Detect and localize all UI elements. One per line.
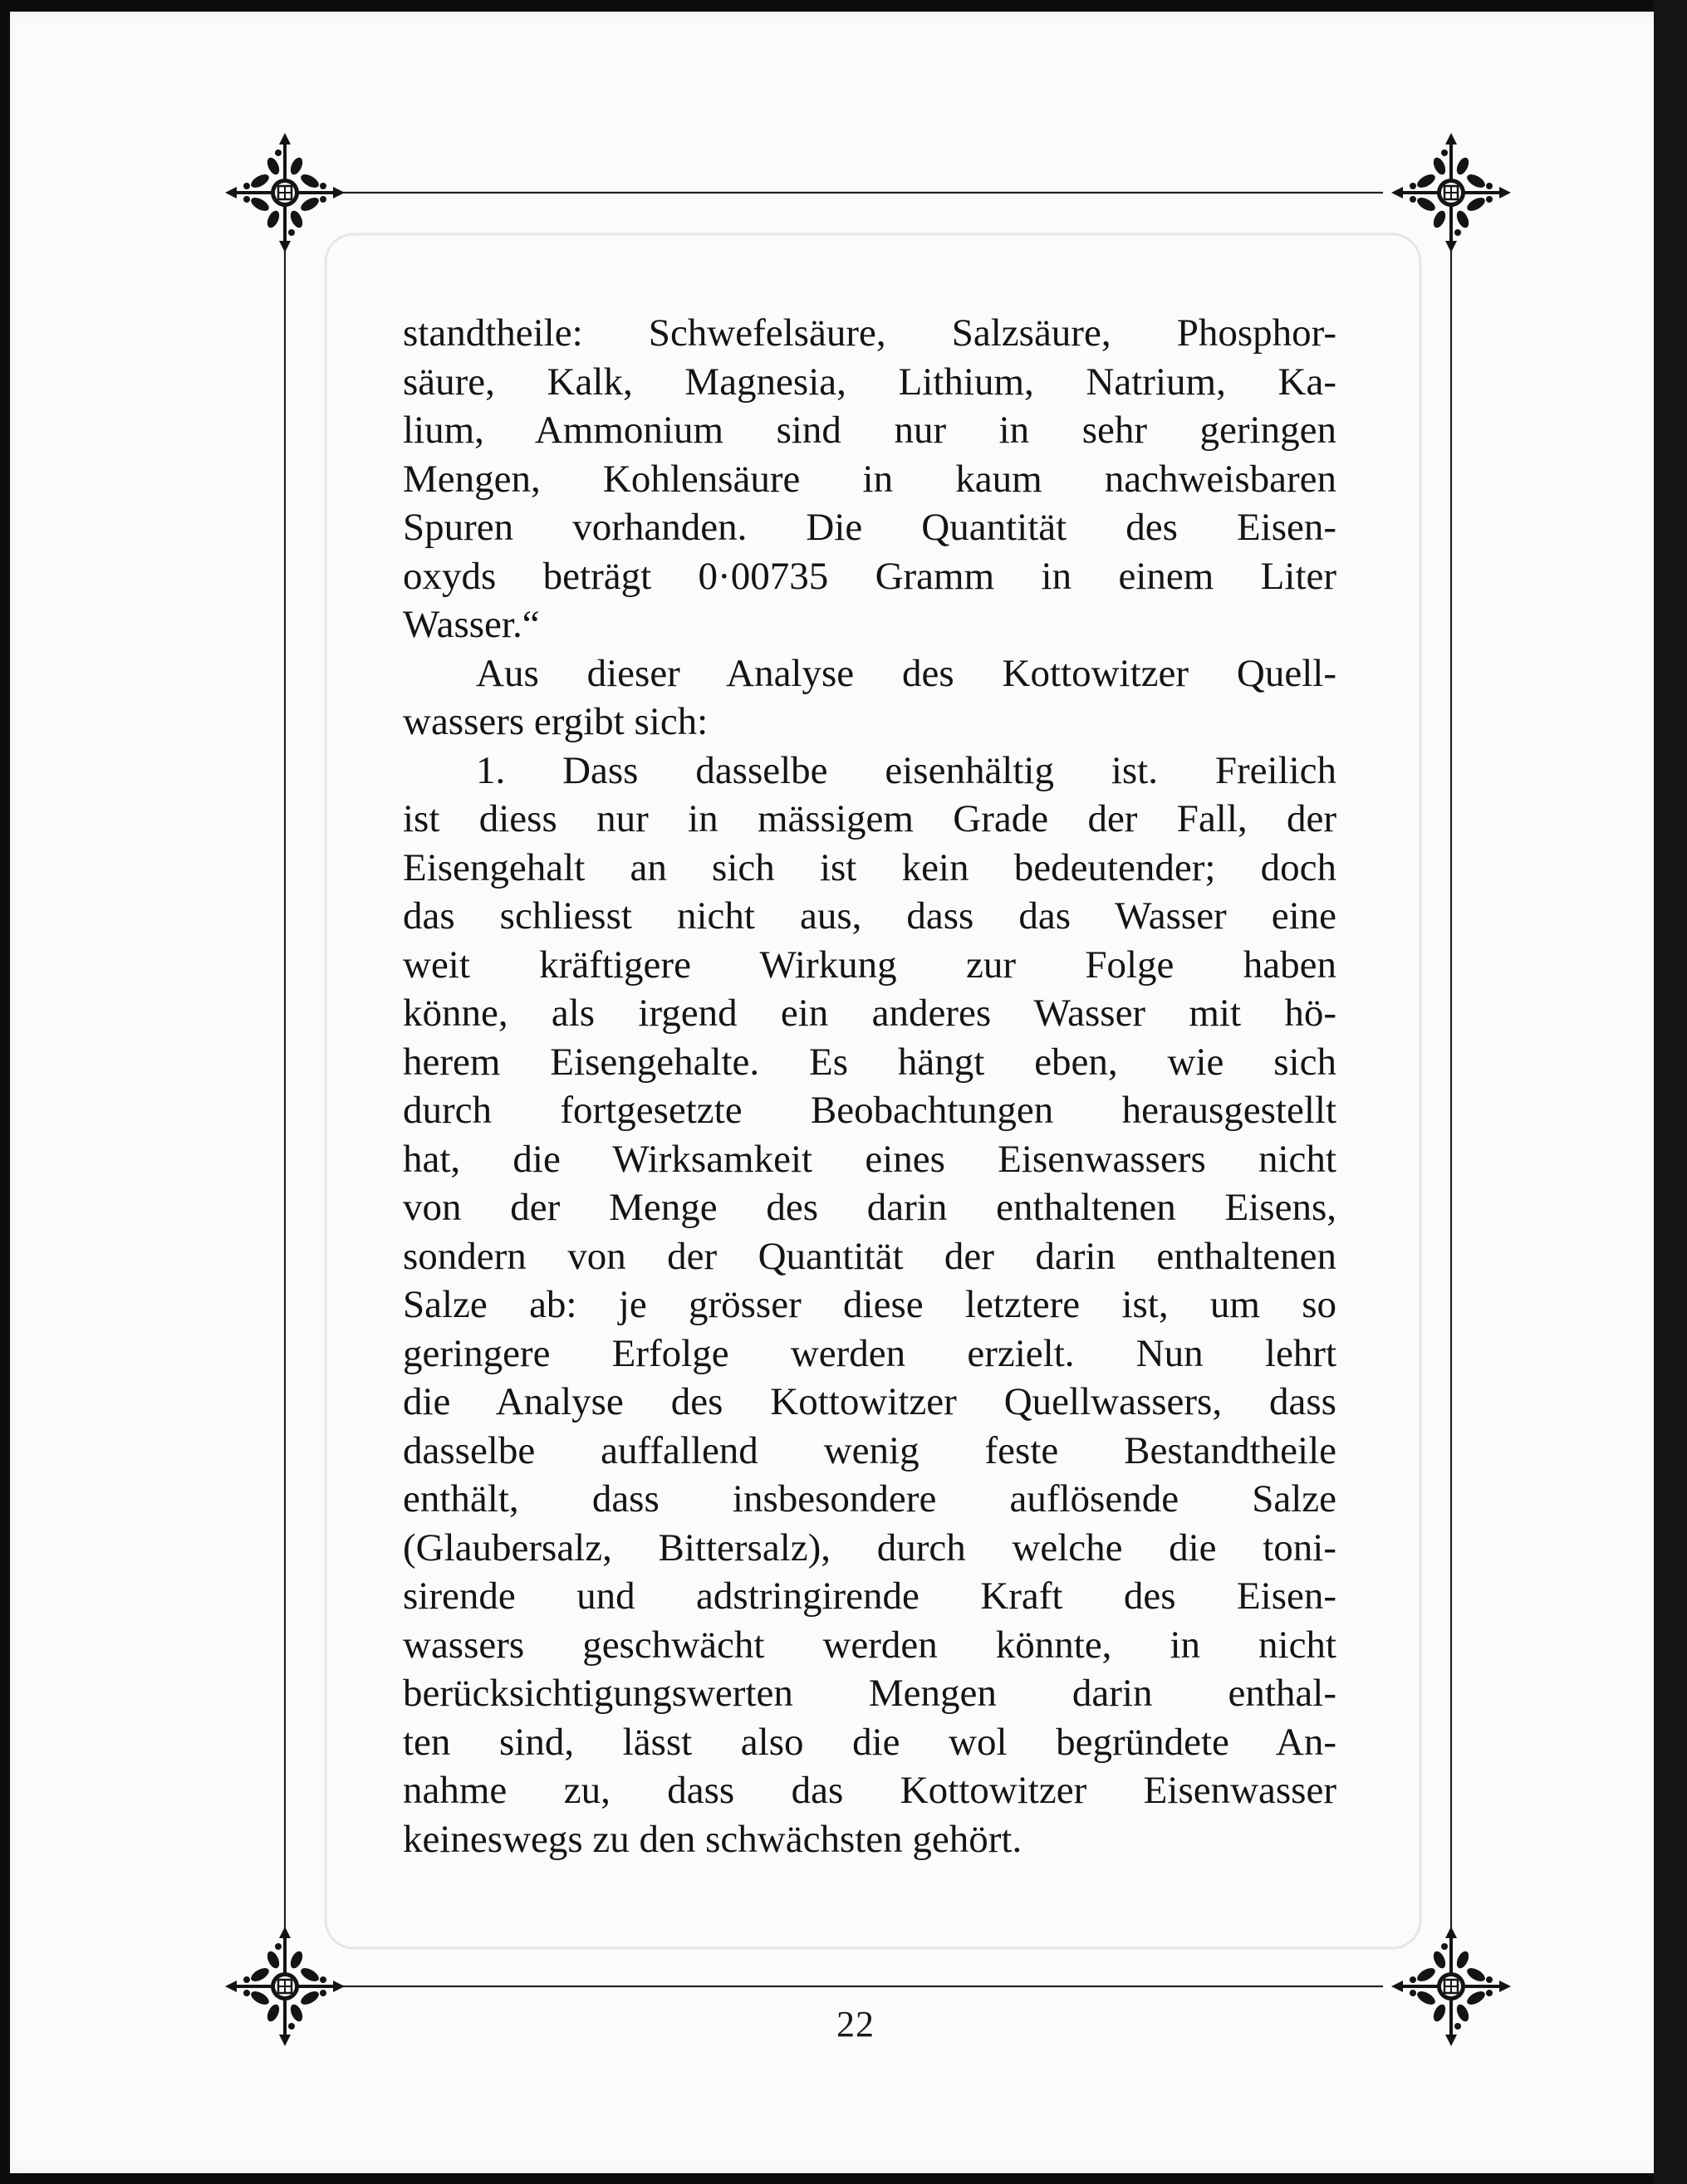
- text-line: dasselbe auffallend wenig feste Bestandtheile: [403, 1428, 1336, 1472]
- text-line: Spuren vorhanden. Die Quantität des Eisen-: [403, 506, 1337, 549]
- text-line: Eisengehalt an sich ist kein bedeutender; doch: [403, 845, 1336, 889]
- text-line: wassers ergibt sich:: [403, 700, 709, 743]
- text-line: wassers geschwächt werden könnte, in nicht: [403, 1623, 1336, 1667]
- text-line: durch fortgesetzte Beobachtungen herausgestellt: [403, 1089, 1337, 1132]
- text-line: 1. Dass dasselbe eisenhältig ist. Freilich: [476, 748, 1337, 792]
- text-line: oxyds beträgt 0·00735 Gramm in einem Liter: [403, 554, 1337, 598]
- text-line: herem Eisengehalte. Es hängt eben, wie sich: [403, 1040, 1336, 1084]
- book-binding-edge: [1654, 0, 1687, 2184]
- text-line: könne, als irgend ein anderes Wasser mit hö-: [403, 992, 1336, 1035]
- text-line: geringere Erfolge werden erzielt. Nun lehrt: [403, 1331, 1337, 1375]
- text-line: säure, Kalk, Magnesia, Lithium, Natrium, Ka-: [403, 360, 1336, 404]
- text-line: Aus dieser Analyse des Kottowitzer Quell-: [476, 651, 1336, 695]
- text-line: nahme zu, dass das Kottowitzer Eisenwasser: [403, 1769, 1336, 1812]
- text-line: Salze ab: je grösser diese letztere ist, um so: [403, 1283, 1337, 1326]
- text-line: (Glaubersalz, Bittersalz), durch welche die toni-: [403, 1525, 1336, 1569]
- text-line: ist diess nur in mässigem Grade der Fall, der: [403, 797, 1337, 840]
- text-line: Mengen, Kohlensäure in kaum nachweisbaren: [403, 457, 1336, 501]
- text-line: berücksichtigungswerten Mengen darin enthal-: [403, 1672, 1336, 1715]
- text-line: von der Menge des darin enthaltenen Eisens,: [403, 1186, 1337, 1229]
- text-line: sirende und adstringirende Kraft des Eisen-: [403, 1574, 1337, 1618]
- text-line: die Analyse des Kottowitzer Quellwassers, dass: [403, 1380, 1336, 1423]
- text-line: lium, Ammonium sind nur in sehr geringen: [403, 409, 1336, 452]
- text-line: Wasser.“: [403, 603, 540, 646]
- text-line: ten sind, lässt also die wol begründete An-: [403, 1720, 1336, 1764]
- page-number: 22: [836, 2004, 875, 2044]
- text-line: weit kräftigere Wirkung zur Folge haben: [403, 943, 1337, 987]
- text-line: keineswegs zu den schwächsten gehört.: [403, 1817, 1022, 1861]
- text-line: das schliesst nicht aus, dass das Wasser eine: [403, 894, 1337, 938]
- text-line: hat, die Wirksamkeit eines Eisenwassers nicht: [403, 1137, 1336, 1181]
- text-line: sondern von der Quantität der darin enthaltenen: [403, 1234, 1336, 1278]
- text-line: enthält, dass insbesondere auflösende Salze: [403, 1477, 1337, 1520]
- text-line: standtheile: Schwefelsäure, Salzsäure, Phosphor-: [403, 311, 1336, 355]
- body-text: [403, 309, 1336, 1863]
